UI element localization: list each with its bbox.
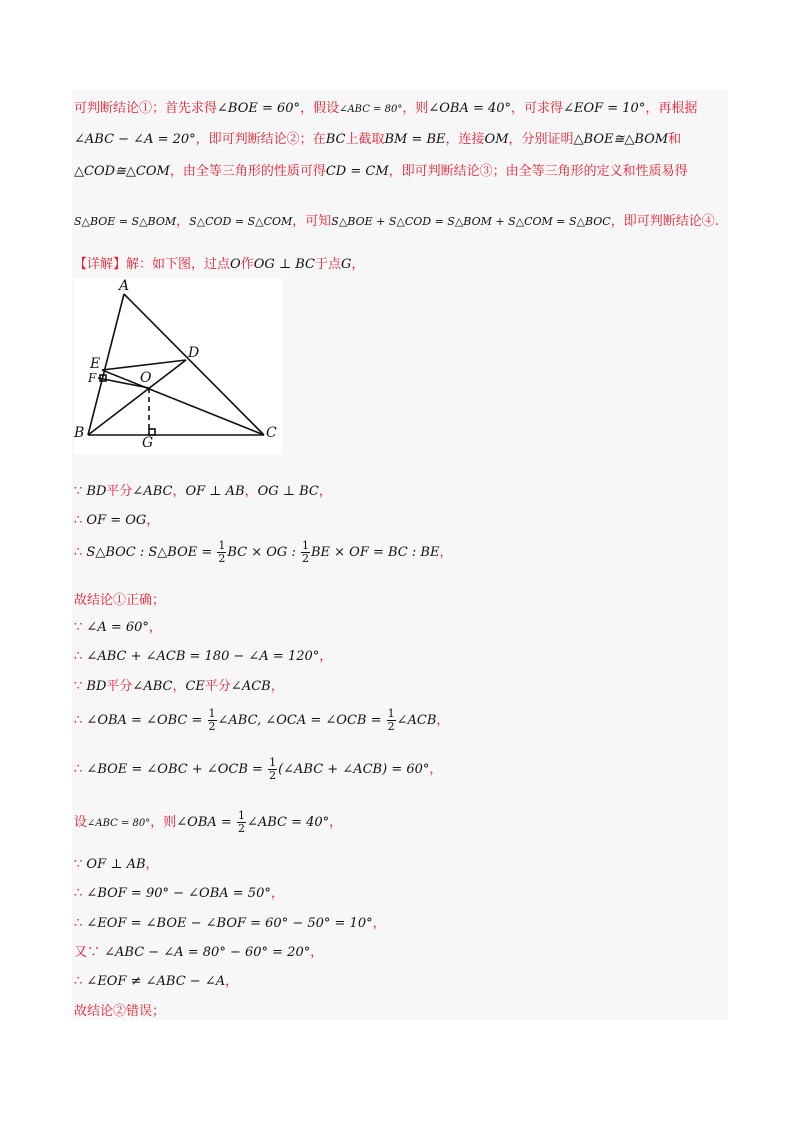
label-B: B bbox=[74, 425, 85, 441]
step-6: ∴ ∠ABC + ∠ACB = 180 − ∠A = 120°， bbox=[74, 649, 333, 664]
fraction-half: $\frac{1}{2}$ bbox=[208, 707, 216, 733]
step-13: ∴ ∠EOF = ∠BOE − ∠BOF = 60° − 50° = 10°， bbox=[74, 916, 386, 931]
triangle-diagram bbox=[74, 278, 282, 454]
summary-line-4: S△BOE = S△BOM，S△COD = S△COM，可知S△BOE + S△COD = S△BOM + S△COM = S△BOC，即可判断结论④. bbox=[74, 214, 719, 229]
step-3: ∴ S△BOC : S△BOE = $\frac{1}{2}$ BC × OG : $\frac{1}{2}$ BE × OF = BC : BE， bbox=[74, 539, 453, 565]
label-E: E bbox=[90, 356, 101, 372]
step-4: 故结论①正确； bbox=[74, 593, 166, 608]
label-F: F bbox=[88, 371, 97, 385]
label-D: D bbox=[188, 345, 200, 361]
step-5: ∵ ∠A = 60°， bbox=[74, 620, 162, 635]
step-7: ∵ BD平分∠ABC，CE平分∠ACB， bbox=[74, 679, 284, 694]
step-1: ∵ BD平分∠ABC，OF ⊥ AB，OG ⊥ BC， bbox=[74, 484, 332, 499]
segment-EC bbox=[102, 370, 264, 435]
step-10: 设∠ABC = 80°，则∠OBA = $\frac{1}{2}$ ∠ABC = 40°， bbox=[74, 809, 343, 835]
fraction-half: $\frac{1}{2}$ bbox=[269, 756, 277, 782]
summary-line-3: △COD≅△COM，由全等三角形的性质可得CD = CM，即可判断结论③；由全等三角形的定义和性质易得 bbox=[74, 164, 688, 179]
step-2: ∴ OF = OG， bbox=[74, 513, 160, 528]
segment-ED bbox=[102, 360, 186, 370]
step-11: ∵ OF ⊥ AB， bbox=[74, 857, 159, 872]
step-16: 故结论②错误； bbox=[74, 1004, 166, 1019]
label-C: C bbox=[266, 425, 277, 441]
label-O: O bbox=[140, 370, 152, 386]
step-12: ∴ ∠BOF = 90° − ∠OBA = 50°， bbox=[74, 886, 284, 901]
detail-line: 【详解】解：如下图，过点O作OG ⊥ BC于点G， bbox=[74, 257, 365, 272]
step-14: 又∵ ∠ABC − ∠A = 80° − 60° = 20°， bbox=[74, 945, 324, 960]
step-8: ∴ ∠OBA = ∠OBC = $\frac{1}{2}$ ∠ABC, ∠OCA = ∠OCB = $\frac{1}{2}$ ∠ACB， bbox=[74, 707, 450, 733]
fraction-half: $\frac{1}{2}$ bbox=[218, 539, 226, 565]
step-15: ∴ ∠EOF ≠ ∠ABC − ∠A， bbox=[74, 974, 239, 989]
fraction-half: $\frac{1}{2}$ bbox=[301, 539, 309, 565]
step-9: ∴ ∠BOE = ∠OBC + ∠OCB = $\frac{1}{2}$ (∠ABC + ∠ACB) = 60°， bbox=[74, 756, 443, 782]
label-G: G bbox=[142, 435, 154, 451]
fraction-half: $\frac{1}{2}$ bbox=[237, 809, 245, 835]
detail-tag: 【详解】 bbox=[74, 257, 127, 272]
summary-line-1: 可判断结论①；首先求得∠BOE = 60°，假设∠ABC = 80°，则∠OBA = 40°，可求得∠EOF = 10°，再根据 bbox=[74, 101, 698, 116]
label-A: A bbox=[119, 278, 130, 294]
summary-line-2: ∠ABC − ∠A = 20°，即可判断结论②；在BC上截取BM = BE，连接OM，分别证明△BOE≅△BOM和 bbox=[74, 132, 682, 147]
fraction-half: $\frac{1}{2}$ bbox=[387, 707, 395, 733]
geometry-figure bbox=[74, 278, 282, 454]
